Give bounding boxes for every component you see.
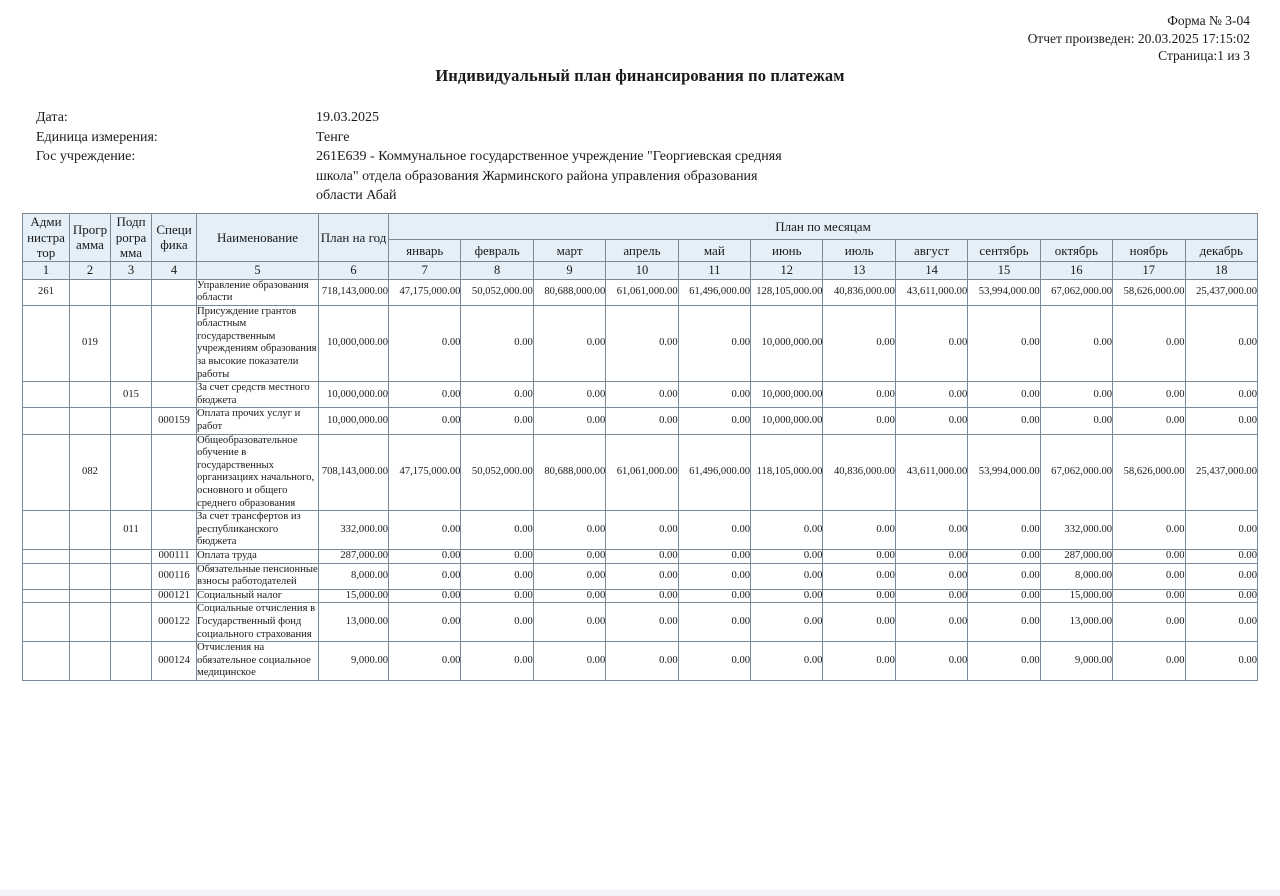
column-number-11: 11: [678, 261, 750, 279]
cell-month-value: 0.00: [1113, 563, 1185, 589]
cell-month-value: 0.00: [461, 408, 533, 434]
cell-month-value: 0.00: [968, 603, 1040, 642]
cell-month-value: 0.00: [1185, 549, 1258, 563]
cell-program: [70, 642, 111, 681]
cell-month-value: 0.00: [823, 603, 895, 642]
table-row: [23, 408, 1258, 434]
page-indicator: Страница:1 из 3: [1158, 48, 1250, 63]
cell-month-value: 0.00: [1185, 589, 1258, 603]
cell-month-value: 0.00: [389, 642, 461, 681]
cell-month-value: 0.00: [678, 511, 750, 550]
cell-year-plan: 10,000,000.00: [319, 408, 389, 434]
cell-year-plan: 13,000.00: [319, 603, 389, 642]
cell-month-value: 0.00: [1185, 511, 1258, 550]
column-header-month-june: июнь: [751, 240, 823, 261]
cell-month-value: 50,052,000.00: [461, 434, 533, 511]
cell-month-value: 0.00: [751, 511, 823, 550]
cell-subprogram: [111, 305, 152, 382]
unit-value: Тенге: [316, 129, 350, 145]
table-row: [23, 563, 1258, 589]
cell-month-value: 0.00: [751, 603, 823, 642]
cell-year-plan: 10,000,000.00: [319, 305, 389, 382]
cell-month-value: 332,000.00: [1040, 511, 1112, 550]
cell-month-value: 43,611,000.00: [895, 279, 967, 305]
cell-program: 082: [70, 434, 111, 511]
cell-year-plan: 332,000.00: [319, 511, 389, 550]
cell-month-value: 0.00: [678, 603, 750, 642]
cell-month-value: 0.00: [895, 305, 967, 382]
table-header-row-numbers: [23, 261, 1258, 279]
table-row: [23, 382, 1258, 408]
cell-subprogram: [111, 603, 152, 642]
cell-month-value: 80,688,000.00: [533, 434, 605, 511]
cell-month-value: 0.00: [678, 563, 750, 589]
cell-month-value: 25,437,000.00: [1185, 279, 1258, 305]
organization-value-line-2: школа" отдела образования Жарминского района управления образования: [316, 168, 758, 184]
cell-month-value: 0.00: [1113, 603, 1185, 642]
cell-month-value: 50,052,000.00: [461, 279, 533, 305]
cell-program: [70, 382, 111, 408]
cell-month-value: 0.00: [606, 549, 678, 563]
cell-month-value: 10,000,000.00: [751, 408, 823, 434]
cell-month-value: 53,994,000.00: [968, 279, 1040, 305]
cell-month-value: 0.00: [968, 382, 1040, 408]
info-row-unit: [36, 128, 782, 148]
cell-month-value: 0.00: [533, 603, 605, 642]
cell-month-value: 0.00: [389, 511, 461, 550]
cell-month-value: 0.00: [751, 549, 823, 563]
column-number-10: 10: [606, 261, 678, 279]
cell-year-plan: 9,000.00: [319, 642, 389, 681]
cell-month-value: 0.00: [1040, 382, 1112, 408]
cell-month-value: 0.00: [895, 563, 967, 589]
cell-month-value: 0.00: [678, 642, 750, 681]
cell-month-value: 61,496,000.00: [678, 434, 750, 511]
cell-month-value: 0.00: [533, 382, 605, 408]
column-header-year-plan: План на год: [319, 214, 389, 262]
cell-month-value: 0.00: [606, 589, 678, 603]
cell-specific: 000159: [152, 408, 197, 434]
cell-month-value: 0.00: [678, 382, 750, 408]
cell-program: [70, 549, 111, 563]
cell-year-plan: 15,000.00: [319, 589, 389, 603]
cell-month-value: 47,175,000.00: [389, 434, 461, 511]
column-number-12: 12: [751, 261, 823, 279]
column-header-month-january: январь: [389, 240, 461, 261]
cell-month-value: 58,626,000.00: [1113, 279, 1185, 305]
table-row: [23, 511, 1258, 550]
cell-month-value: 0.00: [389, 589, 461, 603]
cell-month-value: 0.00: [389, 408, 461, 434]
cell-month-value: 0.00: [461, 563, 533, 589]
column-number-5: 5: [197, 261, 319, 279]
column-header-month-august: август: [895, 240, 967, 261]
cell-month-value: 0.00: [968, 549, 1040, 563]
column-header-month-may: май: [678, 240, 750, 261]
cell-month-value: 0.00: [1185, 603, 1258, 642]
column-header-month-july: июль: [823, 240, 895, 261]
cell-month-value: 0.00: [968, 563, 1040, 589]
cell-name: Оплата труда: [197, 549, 319, 563]
table-row: [23, 305, 1258, 382]
organization-label: Гос учреждение:: [36, 149, 136, 164]
info-row-date: [36, 108, 782, 128]
column-header-program: Прогр амма: [70, 214, 111, 262]
cell-specific: [152, 511, 197, 550]
unit-label: Единица измерения:: [36, 129, 158, 145]
table-body: [23, 279, 1258, 680]
column-number-18: 18: [1185, 261, 1258, 279]
cell-administrator: [23, 549, 70, 563]
cell-month-value: 0.00: [461, 382, 533, 408]
cell-specific: 000124: [152, 642, 197, 681]
cell-month-value: 0.00: [606, 563, 678, 589]
cell-year-plan: 708,143,000.00: [319, 434, 389, 511]
cell-month-value: 0.00: [1113, 511, 1185, 550]
table-row: [23, 434, 1258, 511]
column-header-month-november: ноябрь: [1113, 240, 1185, 261]
column-header-name: Наименование: [197, 214, 319, 262]
cell-month-value: 0.00: [1040, 305, 1112, 382]
cell-administrator: [23, 305, 70, 382]
cell-subprogram: [111, 279, 152, 305]
cell-month-value: 128,105,000.00: [751, 279, 823, 305]
cell-name: Социальный налог: [197, 589, 319, 603]
document-info-block: [36, 108, 782, 206]
cell-administrator: 261: [23, 279, 70, 305]
cell-month-value: 0.00: [606, 511, 678, 550]
cell-specific: 000121: [152, 589, 197, 603]
table-row: [23, 603, 1258, 642]
cell-month-value: 0.00: [823, 408, 895, 434]
cell-month-value: 0.00: [389, 563, 461, 589]
cell-month-value: 0.00: [606, 603, 678, 642]
cell-month-value: 0.00: [823, 305, 895, 382]
cell-administrator: [23, 434, 70, 511]
cell-month-value: 0.00: [895, 408, 967, 434]
cell-month-value: 0.00: [1185, 305, 1258, 382]
column-number-8: 8: [461, 261, 533, 279]
cell-subprogram: [111, 642, 152, 681]
cell-name: Присуждение грантов областным государственным учреждениям образования за высокие показатели работы: [197, 305, 319, 382]
cell-program: [70, 589, 111, 603]
cell-administrator: [23, 589, 70, 603]
page-bottom-strip: [0, 890, 1280, 896]
column-header-administrator: Адми нистра тор: [23, 214, 70, 262]
cell-month-value: 0.00: [895, 511, 967, 550]
column-number-9: 9: [533, 261, 605, 279]
cell-name: За счет трансфертов из республиканского бюджета: [197, 511, 319, 550]
cell-month-value: 0.00: [533, 563, 605, 589]
cell-month-value: 58,626,000.00: [1113, 434, 1185, 511]
cell-month-value: 0.00: [1113, 642, 1185, 681]
column-header-month-december: декабрь: [1185, 240, 1258, 261]
cell-subprogram: [111, 434, 152, 511]
cell-month-value: 0.00: [678, 589, 750, 603]
cell-month-value: 0.00: [1185, 408, 1258, 434]
cell-month-value: 0.00: [678, 408, 750, 434]
cell-name: Социальные отчисления в Государственный фонд социального страхования: [197, 603, 319, 642]
cell-year-plan: 287,000.00: [319, 549, 389, 563]
cell-name: Отчисления на обязательное социальное медицинское: [197, 642, 319, 681]
cell-program: [70, 279, 111, 305]
cell-month-value: 0.00: [1185, 642, 1258, 681]
cell-subprogram: [111, 549, 152, 563]
cell-month-value: 0.00: [823, 549, 895, 563]
table-head: [23, 214, 1258, 280]
cell-specific: [152, 305, 197, 382]
cell-month-value: 0.00: [823, 511, 895, 550]
cell-month-value: 47,175,000.00: [389, 279, 461, 305]
cell-month-value: 0.00: [606, 642, 678, 681]
info-row-organization: [36, 147, 782, 206]
cell-month-value: 0.00: [823, 382, 895, 408]
financing-table-wrapper: [22, 213, 1258, 681]
cell-month-value: 0.00: [389, 305, 461, 382]
cell-month-value: 0.00: [1113, 382, 1185, 408]
cell-name: Общеобразовательное обучение в государственных организациях начального, основного и общего среднего образования: [197, 434, 319, 511]
cell-month-value: 61,061,000.00: [606, 279, 678, 305]
date-value: 19.03.2025: [316, 110, 379, 125]
cell-month-value: 118,105,000.00: [751, 434, 823, 511]
cell-month-value: 80,688,000.00: [533, 279, 605, 305]
cell-name: Обязательные пенсионные взносы работодателей: [197, 563, 319, 589]
cell-month-value: 13,000.00: [1040, 603, 1112, 642]
cell-month-value: 67,062,000.00: [1040, 279, 1112, 305]
cell-month-value: 0.00: [461, 549, 533, 563]
cell-specific: 000111: [152, 549, 197, 563]
cell-specific: [152, 279, 197, 305]
cell-month-value: 0.00: [823, 563, 895, 589]
cell-administrator: [23, 382, 70, 408]
cell-subprogram: 011: [111, 511, 152, 550]
cell-month-value: 0.00: [1185, 563, 1258, 589]
column-header-month-february: февраль: [461, 240, 533, 261]
column-header-month-march: март: [533, 240, 605, 261]
cell-month-value: 0.00: [461, 305, 533, 382]
cell-month-value: 8,000.00: [1040, 563, 1112, 589]
cell-month-value: 0.00: [678, 549, 750, 563]
cell-specific: [152, 434, 197, 511]
cell-subprogram: [111, 589, 152, 603]
column-number-2: 2: [70, 261, 111, 279]
cell-month-value: 0.00: [895, 603, 967, 642]
organization-value-line-1: 261E639 - Коммунальное государственное учреждение "Георгиевская средняя: [316, 149, 782, 164]
cell-month-value: 0.00: [1040, 408, 1112, 434]
cell-month-value: 40,836,000.00: [823, 279, 895, 305]
cell-month-value: 0.00: [895, 589, 967, 603]
column-number-14: 14: [895, 261, 967, 279]
cell-month-value: 0.00: [968, 511, 1040, 550]
organization-value: [316, 147, 782, 206]
cell-month-value: 0.00: [823, 642, 895, 681]
cell-month-value: 0.00: [533, 589, 605, 603]
cell-month-value: 0.00: [389, 549, 461, 563]
cell-month-value: 61,061,000.00: [606, 434, 678, 511]
cell-month-value: 0.00: [533, 305, 605, 382]
cell-subprogram: [111, 563, 152, 589]
cell-month-value: 0.00: [1113, 589, 1185, 603]
column-header-months-group: План по месяцам: [389, 214, 1258, 240]
cell-month-value: 0.00: [606, 408, 678, 434]
column-number-4: 4: [152, 261, 197, 279]
cell-month-value: 0.00: [968, 642, 1040, 681]
cell-program: [70, 563, 111, 589]
table-row: [23, 279, 1258, 305]
cell-specific: 000116: [152, 563, 197, 589]
cell-month-value: 9,000.00: [1040, 642, 1112, 681]
column-number-17: 17: [1113, 261, 1185, 279]
cell-month-value: 0.00: [461, 603, 533, 642]
cell-name: Управление образования области: [197, 279, 319, 305]
column-number-16: 16: [1040, 261, 1112, 279]
cell-month-value: 40,836,000.00: [823, 434, 895, 511]
cell-month-value: 0.00: [895, 382, 967, 408]
cell-month-value: 0.00: [968, 305, 1040, 382]
cell-month-value: 0.00: [533, 642, 605, 681]
document-meta: [1028, 12, 1250, 65]
cell-month-value: 287,000.00: [1040, 549, 1112, 563]
cell-month-value: 10,000,000.00: [751, 305, 823, 382]
cell-month-value: 0.00: [389, 382, 461, 408]
cell-month-value: 0.00: [751, 589, 823, 603]
cell-specific: [152, 382, 197, 408]
cell-administrator: [23, 408, 70, 434]
column-number-3: 3: [111, 261, 152, 279]
cell-month-value: 53,994,000.00: [968, 434, 1040, 511]
cell-program: [70, 603, 111, 642]
cell-month-value: 0.00: [461, 642, 533, 681]
cell-month-value: 0.00: [968, 408, 1040, 434]
cell-month-value: 0.00: [1185, 382, 1258, 408]
column-number-7: 7: [389, 261, 461, 279]
cell-year-plan: 10,000,000.00: [319, 382, 389, 408]
column-header-month-september: сентябрь: [968, 240, 1040, 261]
report-generated-timestamp: Отчет произведен: 20.03.2025 17:15:02: [1027, 30, 1250, 46]
cell-month-value: 15,000.00: [1040, 589, 1112, 603]
cell-month-value: 0.00: [606, 305, 678, 382]
cell-month-value: 0.00: [461, 589, 533, 603]
cell-month-value: 0.00: [533, 408, 605, 434]
column-header-month-october: октябрь: [1040, 240, 1112, 261]
cell-subprogram: [111, 408, 152, 434]
table-row: [23, 549, 1258, 563]
cell-month-value: 0.00: [968, 589, 1040, 603]
table-row: [23, 589, 1258, 603]
organization-value-line-3: области Абай: [316, 188, 397, 203]
column-number-13: 13: [823, 261, 895, 279]
column-number-15: 15: [968, 261, 1040, 279]
cell-month-value: 0.00: [1113, 305, 1185, 382]
table-header-row-primary: [23, 214, 1258, 240]
cell-year-plan: 8,000.00: [319, 563, 389, 589]
cell-month-value: 0.00: [895, 642, 967, 681]
cell-month-value: 0.00: [1113, 408, 1185, 434]
cell-month-value: 0.00: [533, 549, 605, 563]
column-number-6: 6: [319, 261, 389, 279]
cell-program: [70, 511, 111, 550]
column-header-specific: Специ фика: [152, 214, 197, 262]
cell-month-value: 67,062,000.00: [1040, 434, 1112, 511]
form-number: Форма № 3-04: [1167, 13, 1250, 28]
date-label: Дата:: [36, 110, 68, 125]
cell-month-value: 43,611,000.00: [895, 434, 967, 511]
cell-month-value: 0.00: [1113, 549, 1185, 563]
cell-year-plan: 718,143,000.00: [319, 279, 389, 305]
cell-subprogram: 015: [111, 382, 152, 408]
column-number-1: 1: [23, 261, 70, 279]
cell-specific: 000122: [152, 603, 197, 642]
financing-plan-table: [22, 213, 1258, 681]
table-row: [23, 642, 1258, 681]
cell-month-value: 0.00: [895, 549, 967, 563]
cell-name: Оплата прочих услуг и работ: [197, 408, 319, 434]
cell-administrator: [23, 563, 70, 589]
cell-month-value: 0.00: [678, 305, 750, 382]
cell-month-value: 61,496,000.00: [678, 279, 750, 305]
page-title: Индивидуальный план финансирования по платежам: [435, 66, 845, 85]
cell-month-value: 0.00: [823, 589, 895, 603]
cell-administrator: [23, 603, 70, 642]
cell-name: За счет средств местного бюджета: [197, 382, 319, 408]
cell-month-value: 0.00: [751, 642, 823, 681]
cell-month-value: 0.00: [533, 511, 605, 550]
cell-month-value: 0.00: [461, 511, 533, 550]
cell-month-value: 10,000,000.00: [751, 382, 823, 408]
cell-month-value: 0.00: [751, 563, 823, 589]
cell-program: 019: [70, 305, 111, 382]
cell-administrator: [23, 511, 70, 550]
column-header-month-april: апрель: [606, 240, 678, 261]
column-header-subprogram: Подп рогра мма: [111, 214, 152, 262]
cell-program: [70, 408, 111, 434]
cell-month-value: 0.00: [606, 382, 678, 408]
cell-month-value: 25,437,000.00: [1185, 434, 1258, 511]
cell-administrator: [23, 642, 70, 681]
cell-month-value: 0.00: [389, 603, 461, 642]
